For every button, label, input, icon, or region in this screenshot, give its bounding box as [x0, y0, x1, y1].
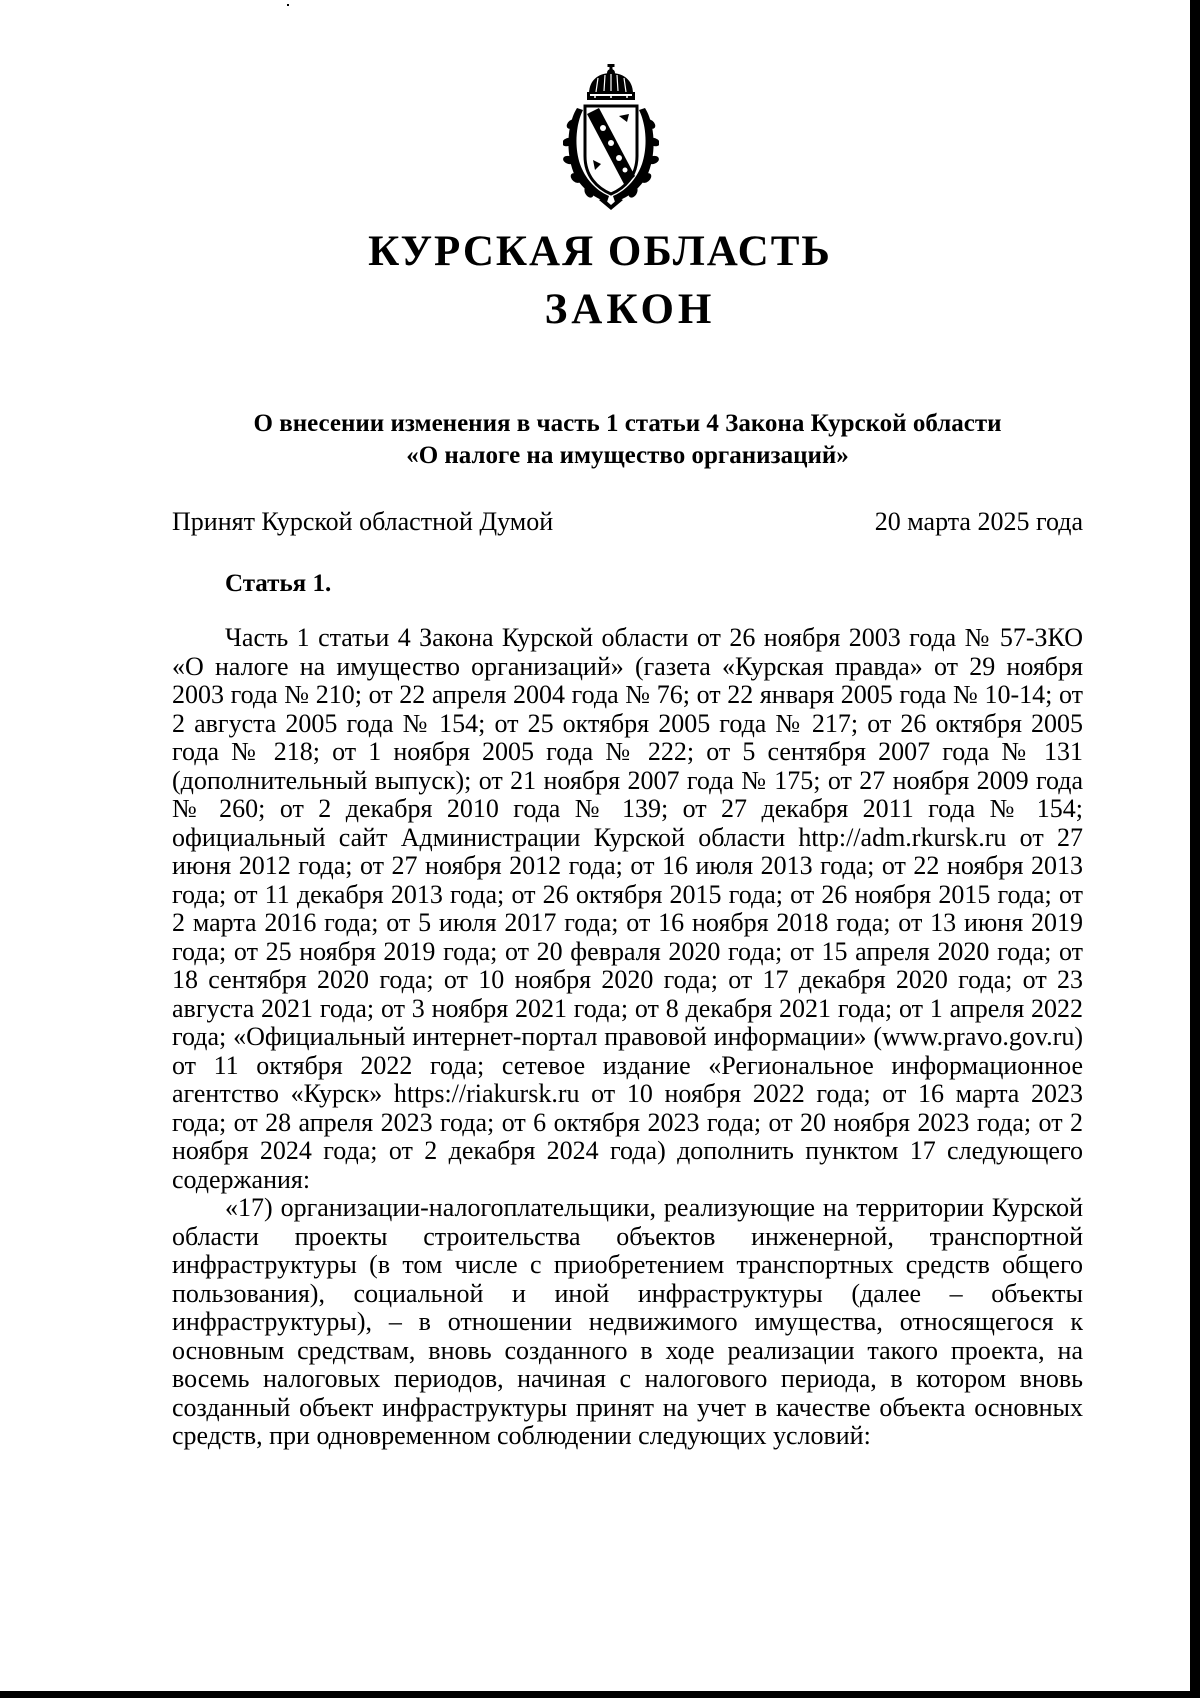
region-name: КУРСКАЯ ОБЛАСТЬ	[368, 228, 832, 275]
adoption-info	[172, 505, 1083, 539]
document-type: ЗАКОН	[544, 286, 716, 333]
law-title	[160, 408, 1095, 472]
article-paragraph-2: «17) организации-налогоплательщики, реализующие на территории Курской области проекты строительства объектов инженерной, транспортной инфраструктуры (в том числе с приобретением транспортных средств общего пользования), социальной и иной инфраструктуры (далее – объекты инфраструктуры), – в отношении недвижимого имущества, относящегося к основным средствам, вновь созданного в ходе реализации такого проекта, на восемь налоговых периодов, начиная с налогового периода, в котором вновь созданный объект инфраструктуры принят на учет в качестве объекта основных средств, при одновременном соблюдении следующих условий:	[172, 1193, 1083, 1450]
article-heading: Статья 1.	[225, 570, 332, 597]
coat-of-arms-icon	[563, 64, 659, 212]
law-title-line-1: О внесении изменения в часть 1 статьи 4 Закона Курской области	[253, 410, 1002, 437]
crown-icon	[587, 64, 635, 100]
adopted-date: 20 марта 2025 года	[874, 507, 1083, 536]
article-body	[172, 624, 1083, 1451]
scan-edge-bottom	[0, 1691, 1200, 1698]
adopted-by: Принят Курской областной Думой	[172, 507, 554, 536]
article-paragraph-1: Часть 1 статьи 4 Закона Курской области от 26 ноября 2003 года № 57-ЗКО «О налоге на имущество организаций» (газета «Курская правда» от 29 ноября 2003 года № 210; от 22 апреля 2004 года № 76; от 22 января 2005 года № 10-14; от 2 августа 2005 года № 154; от 25 октября 2005 года № 217; от 26 октября 2005 года № 218; от 1 ноября 2005 года № 222; от 5 сентября 2007 года № 131 (дополнительный выпуск); от 21 ноября 2007 года № 175; от 27 ноября 2009 года № 260; от 2 декабря 2010 года № 139; от 27 декабря 2011 года № 154; официальный сайт Администрации Курской области http://adm.rkursk.ru от 27 июня 2012 года; от 27 ноября 2012 года; от 16 июля 2013 года; от 22 ноября 2013 года; от 11 декабря 2013 года; от 26 октября 2015 года; от 26 ноября 2015 года; от 2 марта 2016 года; от 5 июля 2017 года; от 16 ноября 2018 года; от 13 июня 2019 года; от 25 ноября 2019 года; от 20 февраля 2020 года; от 15 апреля 2020 года; от 18 сентября 2020 года; от 10 ноября 2020 года; от 17 декабря 2020 года; от 23 августа 2021 года; от 3 ноября 2021 года; от 8 декабря 2021 года; от 1 апреля 2022 года; «Официальный интернет-портал правовой информации» (www.pravo.gov.ru) от 11 октября 2022 года; сетевое издание «Региональное информационное агентство «Курск» https://riakursk.ru от 10 ноября 2022 года; от 16 марта 2023 года; от 28 апреля 2023 года; от 6 октября 2023 года; от 20 ноября 2023 года; от 2 ноября 2024 года; от 2 декабря 2024 года) дополнить пунктом 17 следующего содержания:	[172, 623, 1083, 1194]
law-title-line-2: «О налоге на имущество организаций»	[406, 442, 849, 469]
scan-speck	[287, 4, 289, 6]
shield-icon	[585, 106, 637, 194]
